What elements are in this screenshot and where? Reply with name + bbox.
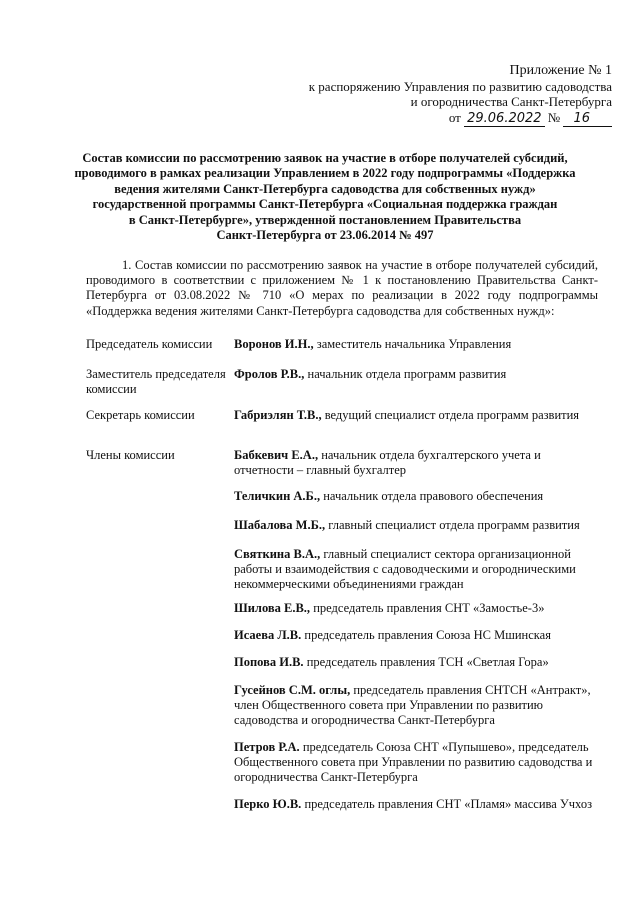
member-role: Секретарь комиссии [86, 408, 195, 422]
member-name: Габриэлян Т.В., [234, 408, 322, 422]
member-desc: главный специалист отдела программ развития [325, 518, 580, 532]
member-role: Заместитель председателя комиссии [86, 367, 226, 396]
heading-line-2: проводимого в рамках реализации Управлением в 2022 году подпрограммы «Поддержка [74, 166, 576, 181]
member-desc: начальник отдела бухгалтерского учета и отчетности – главный бухгалтер [234, 448, 541, 477]
appendix-line-1: к распоряжению Управления по развитию садоводства [308, 78, 612, 94]
member-name: Воронов И.Н., [234, 337, 314, 351]
appendix-title: Приложение № 1 [509, 63, 612, 78]
member-name: Теличкин А.Б., [234, 489, 321, 503]
member-desc: председатель правления СНТСН «Антракт», член Общественного совета при Управлении по развитию садоводства и огородничества Санкт-Петербурга [234, 683, 591, 727]
member-name: Гусейнов С.М. оглы, [234, 683, 351, 697]
member-desc: заместитель начальника Управления [313, 337, 512, 351]
intro-text: 1. Состав комиссии по рассмотрению заявок на участие в отборе получателей субсидий, проводимого в соответствии с приложением № 1 к постановлению Правительства Санкт-Петербурга от 03.08.2022 № 710 «О мерах по реализации в 2022 году подпрограммы «Поддержка ведения жителями Санкт-Петербурга садоводства для собственных нужд»: [86, 258, 598, 318]
heading-line-6: Санкт-Петербурга от 23.06.2014 № 497 [216, 228, 434, 243]
member-name: Попова И.В. [234, 655, 304, 669]
heading-line-3: ведения жителями Санкт-Петербурга садоводства для собственных нужд» [114, 181, 536, 196]
appendix-line-2: и огородничества Санкт-Петербурга [410, 94, 612, 109]
document-heading [70, 151, 580, 243]
member-person [234, 367, 606, 382]
member-name: Шабалова М.Б., [234, 518, 326, 532]
member-desc: начальник отдела программ развития [304, 367, 507, 381]
appendix-header [309, 63, 612, 126]
heading-line-4: государственной программы Санкт-Петербурга «Социальная поддержка граждан [92, 197, 558, 212]
member-person [234, 448, 554, 478]
handwritten-number: 16 [563, 111, 612, 127]
member-name: Перко Ю.В. [234, 797, 302, 811]
member-person [234, 337, 606, 352]
member-person [234, 408, 606, 423]
member-desc: главный специалист сектора организационной работы и взаимодействия с садоводческими и огородническими некоммерческими объединениями граждан [234, 547, 576, 591]
appendix-date-line [309, 110, 612, 127]
member-role: Члены комиссии [86, 448, 175, 462]
member-desc: ведущий специалист отдела программ развития [321, 408, 580, 422]
member-person [234, 489, 606, 504]
member-desc: председатель правления ТСН «Светлая Гора» [303, 655, 549, 669]
member-desc: начальник отдела правового обеспечения [320, 489, 544, 503]
member-name: Бабкевич Е.А., [234, 448, 319, 462]
member-person [234, 547, 604, 591]
date-prefix: от [448, 109, 461, 125]
member-person [234, 683, 606, 727]
member-desc: председатель правления Союза НС Мшинская [301, 628, 551, 642]
member-name: Петров Р.А. [234, 740, 300, 754]
member-role: Председатель комиссии [86, 337, 213, 351]
member-desc: председатель правления СНТ «Пламя» массива Учхоз [301, 797, 593, 811]
member-desc: председатель Союза СНТ «Пупышево», председатель Общественного совета при Управлении по развитию садоводства и огородничества Санкт-Петербурга [234, 740, 593, 784]
member-name: Исаева Л.В. [234, 628, 302, 642]
handwritten-date: 29.06.2022 [464, 111, 544, 127]
heading-line-5: в Санкт-Петербурге», утвержденной постановлением Правительства [128, 212, 522, 227]
heading-line-1: Состав комиссии по рассмотрению заявок на участие в отборе получателей субсидий, [82, 151, 568, 165]
member-name: Святкина В.А., [234, 547, 321, 561]
member-person [234, 740, 606, 784]
member-desc: председатель правления СНТ «Замостье-3» [310, 601, 545, 615]
member-name: Фролов Р.В., [234, 367, 305, 381]
number-prefix: № [547, 109, 561, 125]
member-person [234, 601, 606, 616]
member-name: Шилова Е.В., [234, 601, 311, 615]
member-person [234, 797, 606, 812]
member-person [234, 518, 606, 533]
member-person [234, 655, 606, 670]
intro-paragraph [86, 258, 598, 319]
member-person [234, 628, 606, 643]
